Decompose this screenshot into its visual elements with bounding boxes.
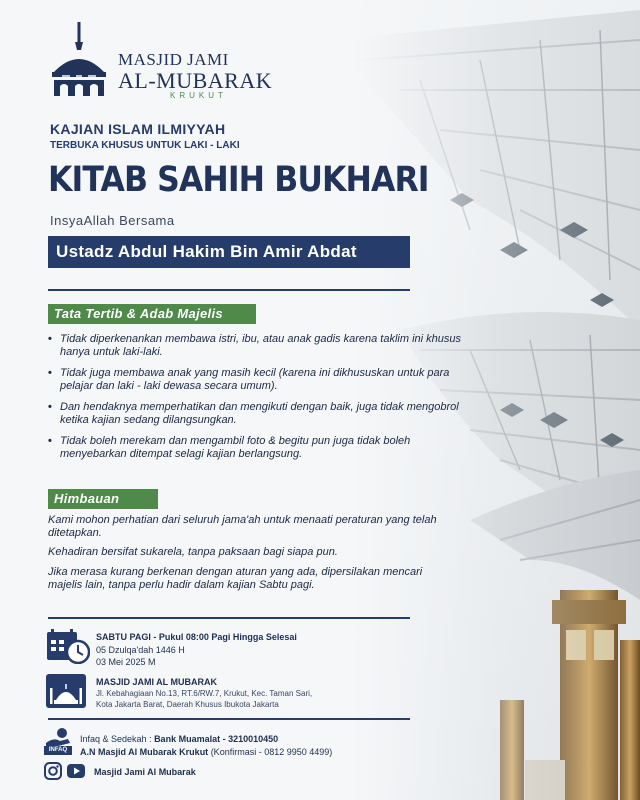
account-name: A.N Masjid Al Mubarak Krukut: [80, 747, 209, 757]
divider: [48, 617, 410, 619]
himbauan-text: Kehadiran bersifat sukarela, tanpa paksaan bagi siapa pun.: [48, 546, 338, 558]
list-item: • Tidak juga membawa anak yang masih kecil (karena ini dikhususkan untuk para pelajar dan laki - laki dewasa secara umum).: [48, 367, 468, 393]
list-item: • Tidak boleh merekam dan mengambil foto & begitu pun juga tidak boleh menyebarkan ditempat selagi kajian berlangsung.: [48, 435, 468, 461]
himbauan-text: Jika merasa kurang berkenan dengan aturan yang ada, dipersilakan mencari majelis lain, tanpa perlu hadir dalam kajian Sabtu pagi.: [48, 566, 423, 591]
kajian-heading: KAJIAN ISLAM ILMIYYAH: [50, 121, 226, 137]
logo-line2: AL-MUBARAK: [118, 68, 273, 93]
divider: [48, 718, 410, 720]
bank-account: Bank Muamalat - 3210010450: [154, 734, 279, 744]
himbauan-label: Himbauan: [48, 489, 158, 509]
infaq-line-2: [80, 747, 332, 757]
divider: [48, 289, 410, 291]
calendar-clock-icon: [46, 628, 90, 664]
kitab-title: KITAB SAHIH BUKHARI: [48, 160, 429, 200]
rules-list: [48, 333, 468, 469]
schedule-hijri: 05 Dzulqa'dah 1446 H: [96, 645, 185, 655]
list-item: • Tidak diperkenankan membawa istri, ibu, atau anak gadis karena taklim ini khusus hanya untuk laki-laki.: [48, 333, 468, 359]
infaq-icon-label: INFAQ: [44, 746, 72, 755]
tata-tertib-label: Tata Tertib & Adab Majelis: [48, 304, 256, 324]
social-handle[interactable]: Masjid Jami Al Mubarak: [94, 767, 196, 777]
list-item: • Dan hendaknya memperhatikan dan mengikuti dengan baik, juga tidak mengobrol ketika kajian sedang dilangsungkan.: [48, 401, 468, 427]
infaq-icon: [44, 727, 72, 755]
location-address-2: Kota Jakarta Barat, Daerah Khusus Ibukota Jakarta: [96, 700, 279, 709]
audience-subheading: TERBUKA KHUSUS UNTUK LAKI - LAKI: [50, 140, 240, 151]
logo-line1: MASJID JAMI: [118, 50, 229, 69]
infaq-prefix: Infaq & Sedekah :: [80, 734, 155, 744]
mosque-logo-icon: [48, 20, 110, 100]
mosque-location-icon: [46, 674, 86, 708]
himbauan-para-2: [48, 546, 458, 559]
schedule-masehi: 03 Mei 2025 M: [96, 657, 156, 667]
instagram-icon[interactable]: [44, 762, 62, 780]
schedule-title: SABTU PAGI - Pukul 08:00 Pagi Hingga Selesai: [96, 632, 297, 642]
himbauan-para-3: [48, 566, 458, 592]
himbauan-text: Kami mohon perhatian dari seluruh jama'ah untuk menaati peraturan yang telah ditetapkan.: [48, 514, 437, 539]
infaq-line-1: [80, 734, 278, 744]
confirmation-phone: (Konfirmasi - 0812 9950 4499): [208, 747, 333, 757]
youtube-icon[interactable]: [66, 762, 86, 780]
logo-line3: KRUKUT: [170, 91, 227, 100]
ustadz-name-banner: Ustadz Abdul Hakim Bin Amir Abdat: [48, 236, 410, 268]
insya-text: InsyaAllah Bersama: [50, 213, 175, 228]
himbauan-para-1: [48, 514, 458, 540]
location-address-1: Jl. Kebahagiaan No.13, RT.6/RW.7, Krukut, Kec. Taman Sari,: [96, 689, 313, 698]
location-title: MASJID JAMI AL MUBARAK: [96, 677, 218, 687]
hand-coin-icon: [44, 727, 72, 747]
